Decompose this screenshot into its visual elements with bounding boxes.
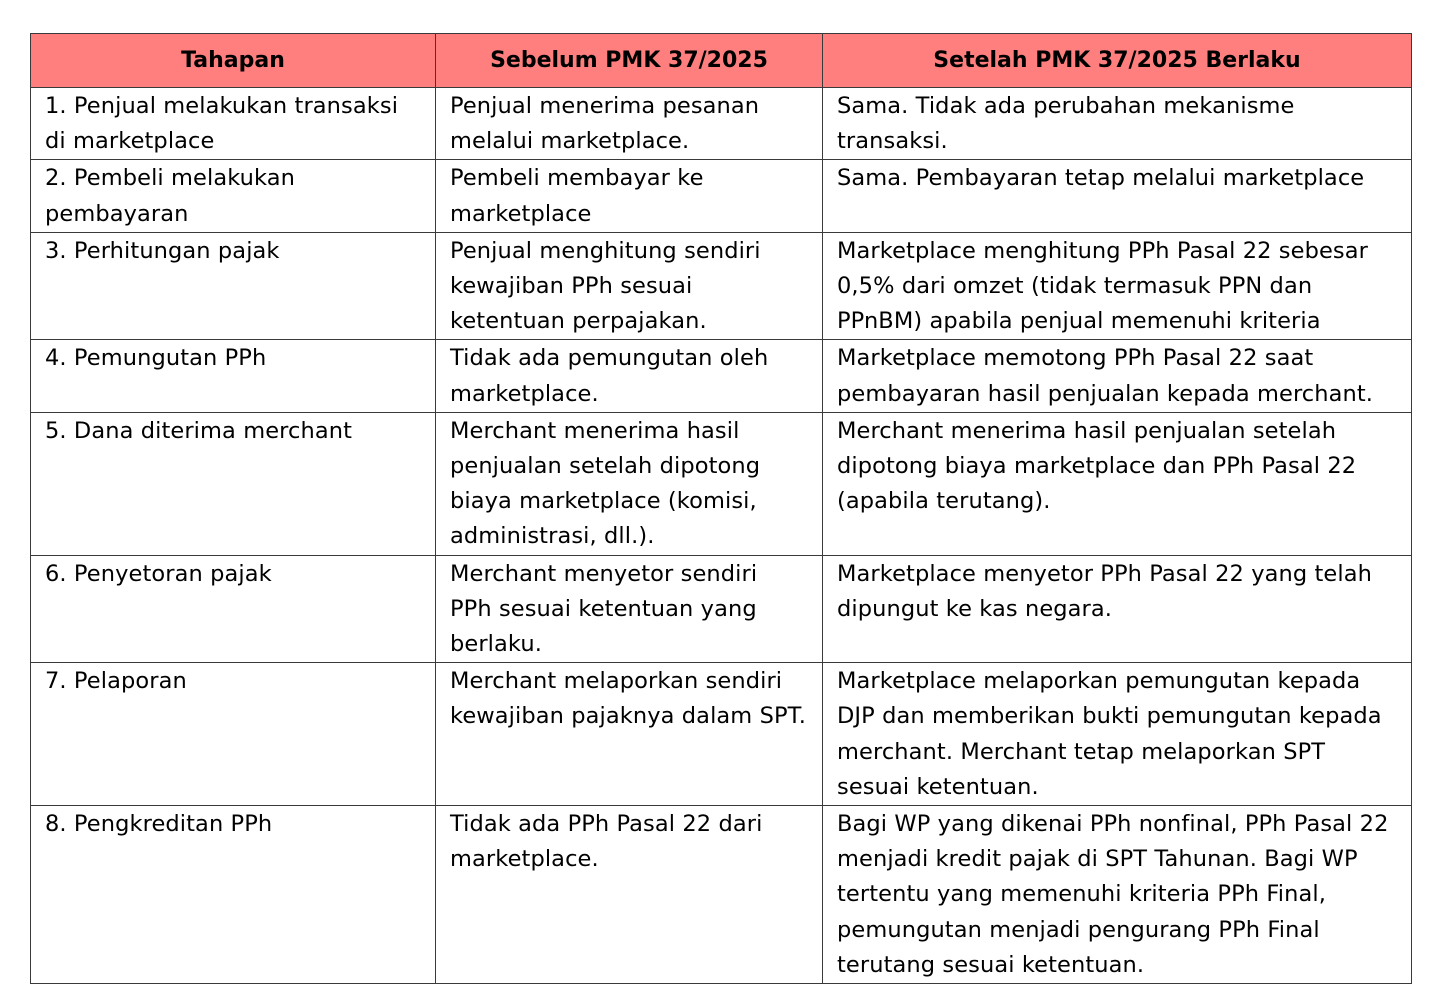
cell-text-line: Tidak ada PPh Pasal 22 dari [450, 811, 763, 838]
cell-text-line: pembayaran hasil penjualan kepada merchant. [837, 380, 1374, 407]
before-cell [436, 806, 823, 984]
before-cell [436, 88, 823, 160]
cell-text-line: transaksi. [837, 128, 948, 155]
stage-cell [31, 340, 436, 412]
cell-text-line: Sama. Tidak ada perubahan mekanisme [837, 93, 1295, 119]
cell-text-line: di marketplace [45, 128, 215, 155]
cell-text-line: 0,5% dari omzet (tidak termasuk PPN dan [837, 273, 1313, 300]
table-row [31, 160, 1412, 232]
cell-text-line: Marketplace menghitung PPh Pasal 22 sebesar [837, 237, 1368, 264]
cell-text-line: 5. Dana diterima merchant [45, 417, 353, 444]
cell-text-line: 6. Penyetoran pajak [45, 560, 272, 587]
cell-text-line: kewajiban PPh sesuai [450, 273, 693, 300]
table-row [31, 555, 1412, 663]
cell-text-line: Sama. Pembayaran tetap melalui marketplace [837, 165, 1365, 192]
cell-text-line: Marketplace melaporkan pemungutan kepada [837, 668, 1361, 695]
cell-text-line: Merchant melaporkan sendiri [450, 668, 783, 695]
after-cell [823, 88, 1412, 160]
cell-text-line: Bagi WP yang dikenai PPh nonfinal, PPh Pasal 22 [837, 811, 1389, 838]
cell-text-line: sesuai ketentuan. [837, 773, 1039, 800]
cell-text-line: tertentu yang memenuhi kriteria PPh Final, [837, 881, 1326, 908]
after-cell [823, 806, 1412, 984]
stage-cell [31, 88, 436, 160]
cell-text-line: 3. Perhitungan pajak [45, 237, 280, 264]
cell-text-line: Marketplace memotong PPh Pasal 22 saat [837, 345, 1314, 372]
cell-text-line: 7. Pelaporan [45, 668, 187, 695]
cell-text-line: PPnBM) apabila penjual memenuhi kriteria [837, 308, 1321, 335]
cell-text-line: DJP dan memberikan bukti pemungutan kepada [837, 703, 1382, 730]
cell-text-line: Penjual menerima pesanan [450, 93, 760, 119]
cell-text-line: kewajiban pajaknya dalam SPT. [450, 703, 807, 730]
after-cell [823, 555, 1412, 663]
cell-text-line: penjualan setelah dipotong [450, 453, 761, 480]
cell-text-line: Merchant menerima hasil [450, 417, 740, 444]
cell-text-line: Penjual menghitung sendiri [450, 237, 761, 264]
table-row [31, 412, 1412, 555]
table-row [31, 806, 1412, 984]
cell-text-line: Marketplace menyetor PPh Pasal 22 yang telah [837, 560, 1372, 587]
cell-text-line: pembayaran [45, 200, 189, 227]
stage-cell [31, 663, 436, 806]
cell-text-line: 1. Penjual melakukan transaksi [45, 93, 399, 119]
cell-text-line: melalui marketplace. [450, 128, 690, 155]
table-row [31, 663, 1412, 806]
cell-text-line: merchant. Merchant tetap melaporkan SPT [837, 738, 1326, 765]
before-cell [436, 555, 823, 663]
cell-text-line: marketplace. [450, 846, 599, 873]
cell-text-line: Merchant menyetor sendiri [450, 560, 758, 587]
cell-text-line: 8. Pengkreditan PPh [45, 811, 273, 838]
cell-text-line: marketplace. [450, 380, 599, 407]
cell-text-line: administrasi, dll.). [450, 523, 655, 550]
cell-text-line: ketentuan perpajakan. [450, 308, 707, 335]
stage-cell [31, 160, 436, 232]
cell-text-line: terutang sesuai ketentuan. [837, 951, 1145, 978]
header-stage: Tahapan [31, 34, 436, 88]
before-cell [436, 663, 823, 806]
table-body [31, 88, 1412, 984]
cell-text-line: Merchant menerima hasil penjualan setelah [837, 417, 1337, 444]
cell-text-line: Pembeli membayar ke [450, 165, 704, 192]
stage-cell [31, 232, 436, 340]
cell-text-line: marketplace [450, 200, 592, 227]
header-row [31, 34, 1412, 88]
cell-text-line: (apabila terutang). [837, 488, 1051, 515]
stage-cell [31, 806, 436, 984]
after-cell [823, 340, 1412, 412]
cell-text-line: 2. Pembeli melakukan [45, 165, 296, 192]
before-cell [436, 340, 823, 412]
after-cell [823, 232, 1412, 340]
table-row [31, 88, 1412, 160]
after-cell [823, 160, 1412, 232]
cell-text-line: biaya marketplace (komisi, [450, 488, 757, 515]
stage-cell [31, 412, 436, 555]
before-cell [436, 160, 823, 232]
header-after: Setelah PMK 37/2025 Berlaku [823, 34, 1412, 88]
cell-text-line: 4. Pemungutan PPh [45, 345, 267, 372]
cell-text-line: berlaku. [450, 631, 542, 658]
after-cell [823, 412, 1412, 555]
cell-text-line: dipungut ke kas negara. [837, 595, 1113, 622]
after-cell [823, 663, 1412, 806]
comparison-table [30, 33, 1412, 984]
cell-text-line: pemungutan menjadi pengurang PPh Final [837, 916, 1320, 943]
header-before: Sebelum PMK 37/2025 [436, 34, 823, 88]
table-row [31, 340, 1412, 412]
before-cell [436, 232, 823, 340]
cell-text-line: PPh sesuai ketentuan yang [450, 595, 757, 622]
cell-text-line: dipotong biaya marketplace dan PPh Pasal 22 [837, 453, 1357, 480]
cell-text-line: menjadi kredit pajak di SPT Tahunan. Bagi WP [837, 846, 1358, 873]
cell-text-line: Tidak ada pemungutan oleh [450, 345, 769, 372]
before-cell [436, 412, 823, 555]
table-row [31, 232, 1412, 340]
stage-cell [31, 555, 436, 663]
